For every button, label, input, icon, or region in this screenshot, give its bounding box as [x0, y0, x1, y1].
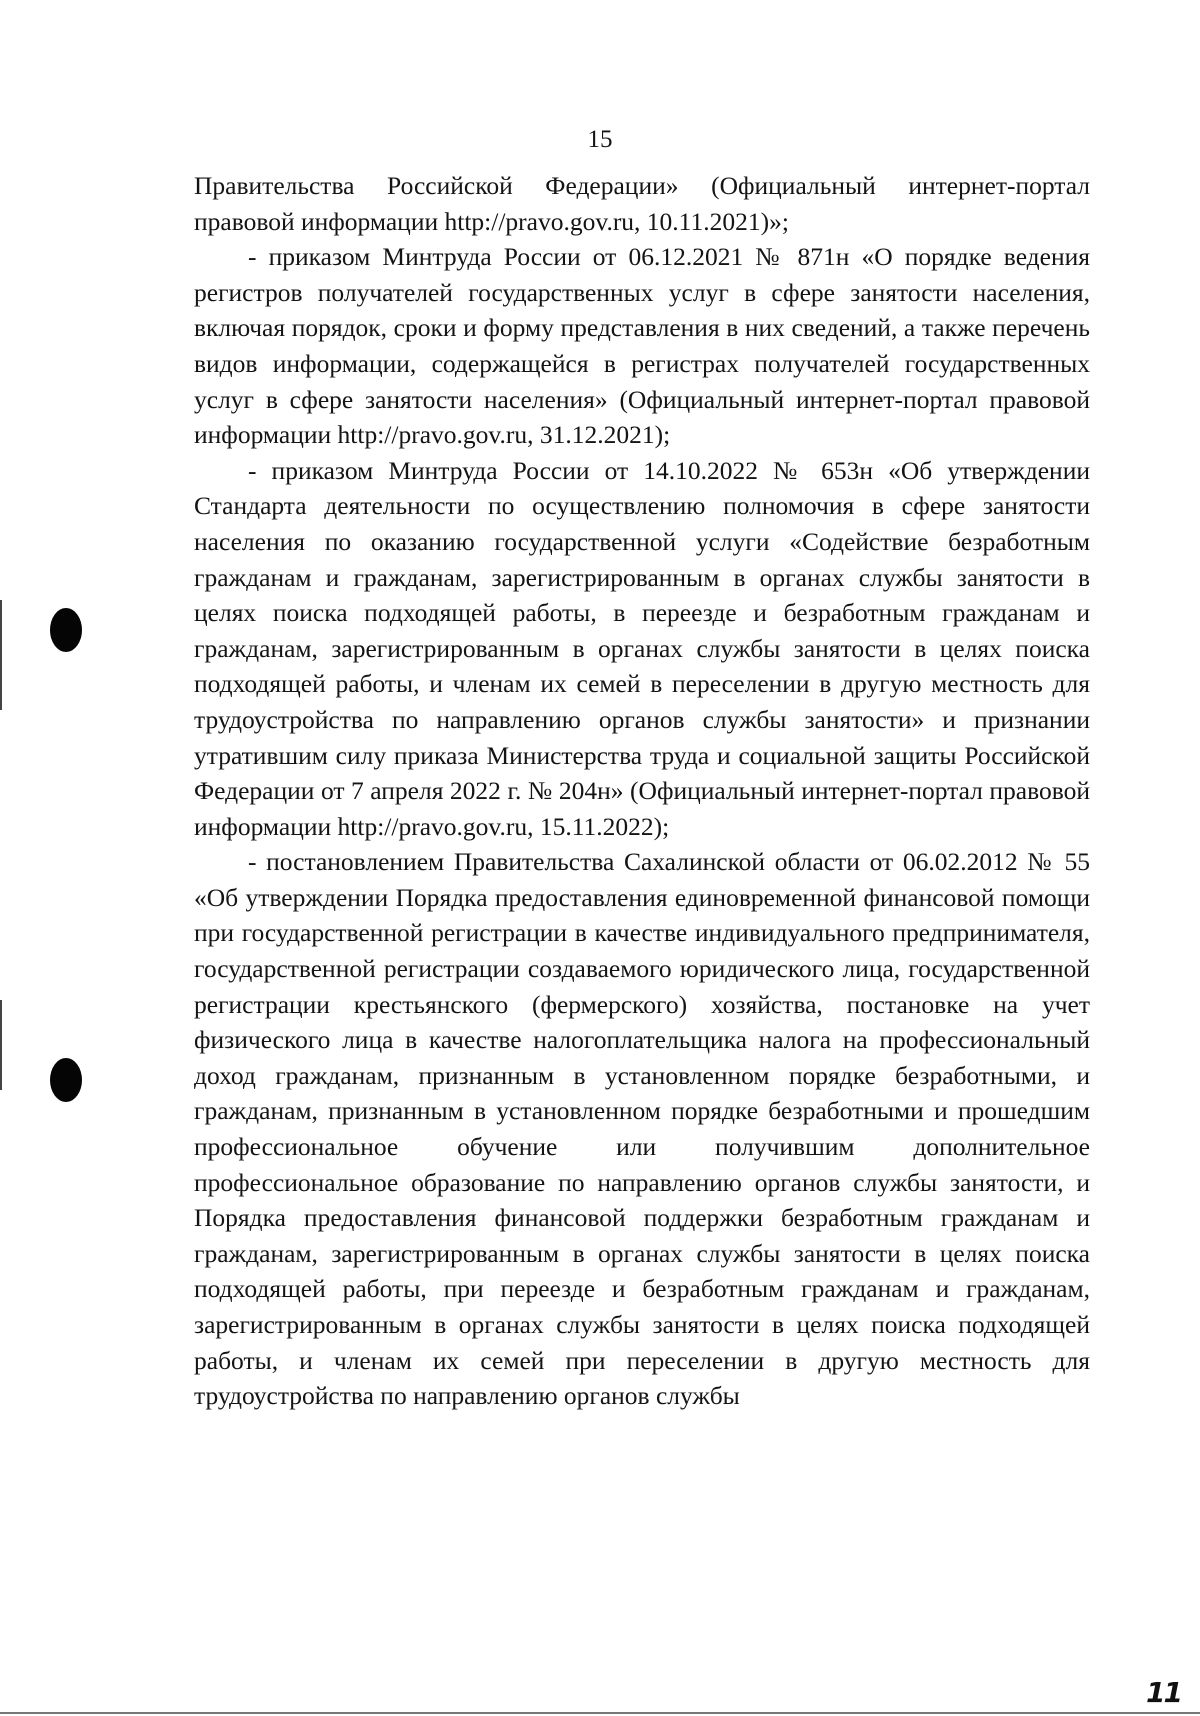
page-number: 15	[587, 126, 613, 153]
document-body	[194, 168, 1090, 1414]
paragraph-resolution-55: - постановлением Правительства Сахалинской области от 06.02.2012 № 55 «Об утверждении Порядка предоставления единовременной финансовой помощи при государственной регистрации в качестве индивидуального предпринимателя, государственной регистрации создаваемого юридического лица, государственной регистрации крестьянского (фермерского) хозяйства, постановке на учет физического лица в качестве налогоплательщика налога на профессиональный доход гражданам, признанным в установленном порядке безработными, и гражданам, признанным в установленном порядке безработными и прошедшим профессиональное обучение или получившим дополнительное профессиональное образование по направлению органов службы занятости, и Порядка предоставления финансовой поддержки безработным гражданам и гражданам, зарегистрированным в органах службы занятости в целях поиска подходящей работы, при переезде и безработным гражданам и гражданам, зарегистрированным в органах службы занятости в целях поиска подходящей работы, и членам их семей при переселении в другую местность для трудоустройства по направлению органов службы	[194, 847, 1090, 1411]
scan-edge-line	[0, 1000, 2, 1090]
paragraph-continuation: Правительства Российской Федерации» (Официальный интернет-портал правовой информации http://pravo.gov.ru, 10.11.2021)»;	[194, 171, 1090, 236]
paragraph-order-653n: - приказом Минтруда России от 14.10.2022 № 653н «Об утверждении Стандарта деятельности по осуществлению полномочия в сфере занятости населения по оказанию государственной услуги «Содействие безработным гражданам и гражданам, зарегистрированным в органах службы занятости в целях поиска подходящей работы, в переезде и безработным гражданам и гражданам, зарегистрированным в органах службы занятости в целях поиска подходящей работы, и членам их семей в переселении в другую местность для трудоустройства по направлению органов службы занятости» и признании утратившим силу приказа Министерства труда и социальной защиты Российской Федерации от 7 апреля 2022 г. № 204н» (Официальный интернет-портал правовой информации http://pravo.gov.ru, 15.11.2022);	[194, 455, 1090, 841]
punch-hole-mark	[50, 1058, 82, 1102]
scan-bottom-edge	[0, 1712, 1200, 1714]
punch-hole-mark	[50, 608, 82, 652]
scan-edge-line	[0, 600, 2, 710]
handwritten-sheet-number: 11	[1146, 1676, 1181, 1709]
paragraph-order-871n: - приказом Минтруда России от 06.12.2021 № 871н «О порядке ведения регистров получателей государственных услуг в сфере занятости населения, включая порядок, сроки и форму представления в них сведений, а также перечень видов информации, содержащейся в регистрах получателей государственных услуг в сфере занятости населения» (Официальный интернет-портал правовой информации http://pravo.gov.ru, 31.12.2021);	[194, 242, 1090, 450]
